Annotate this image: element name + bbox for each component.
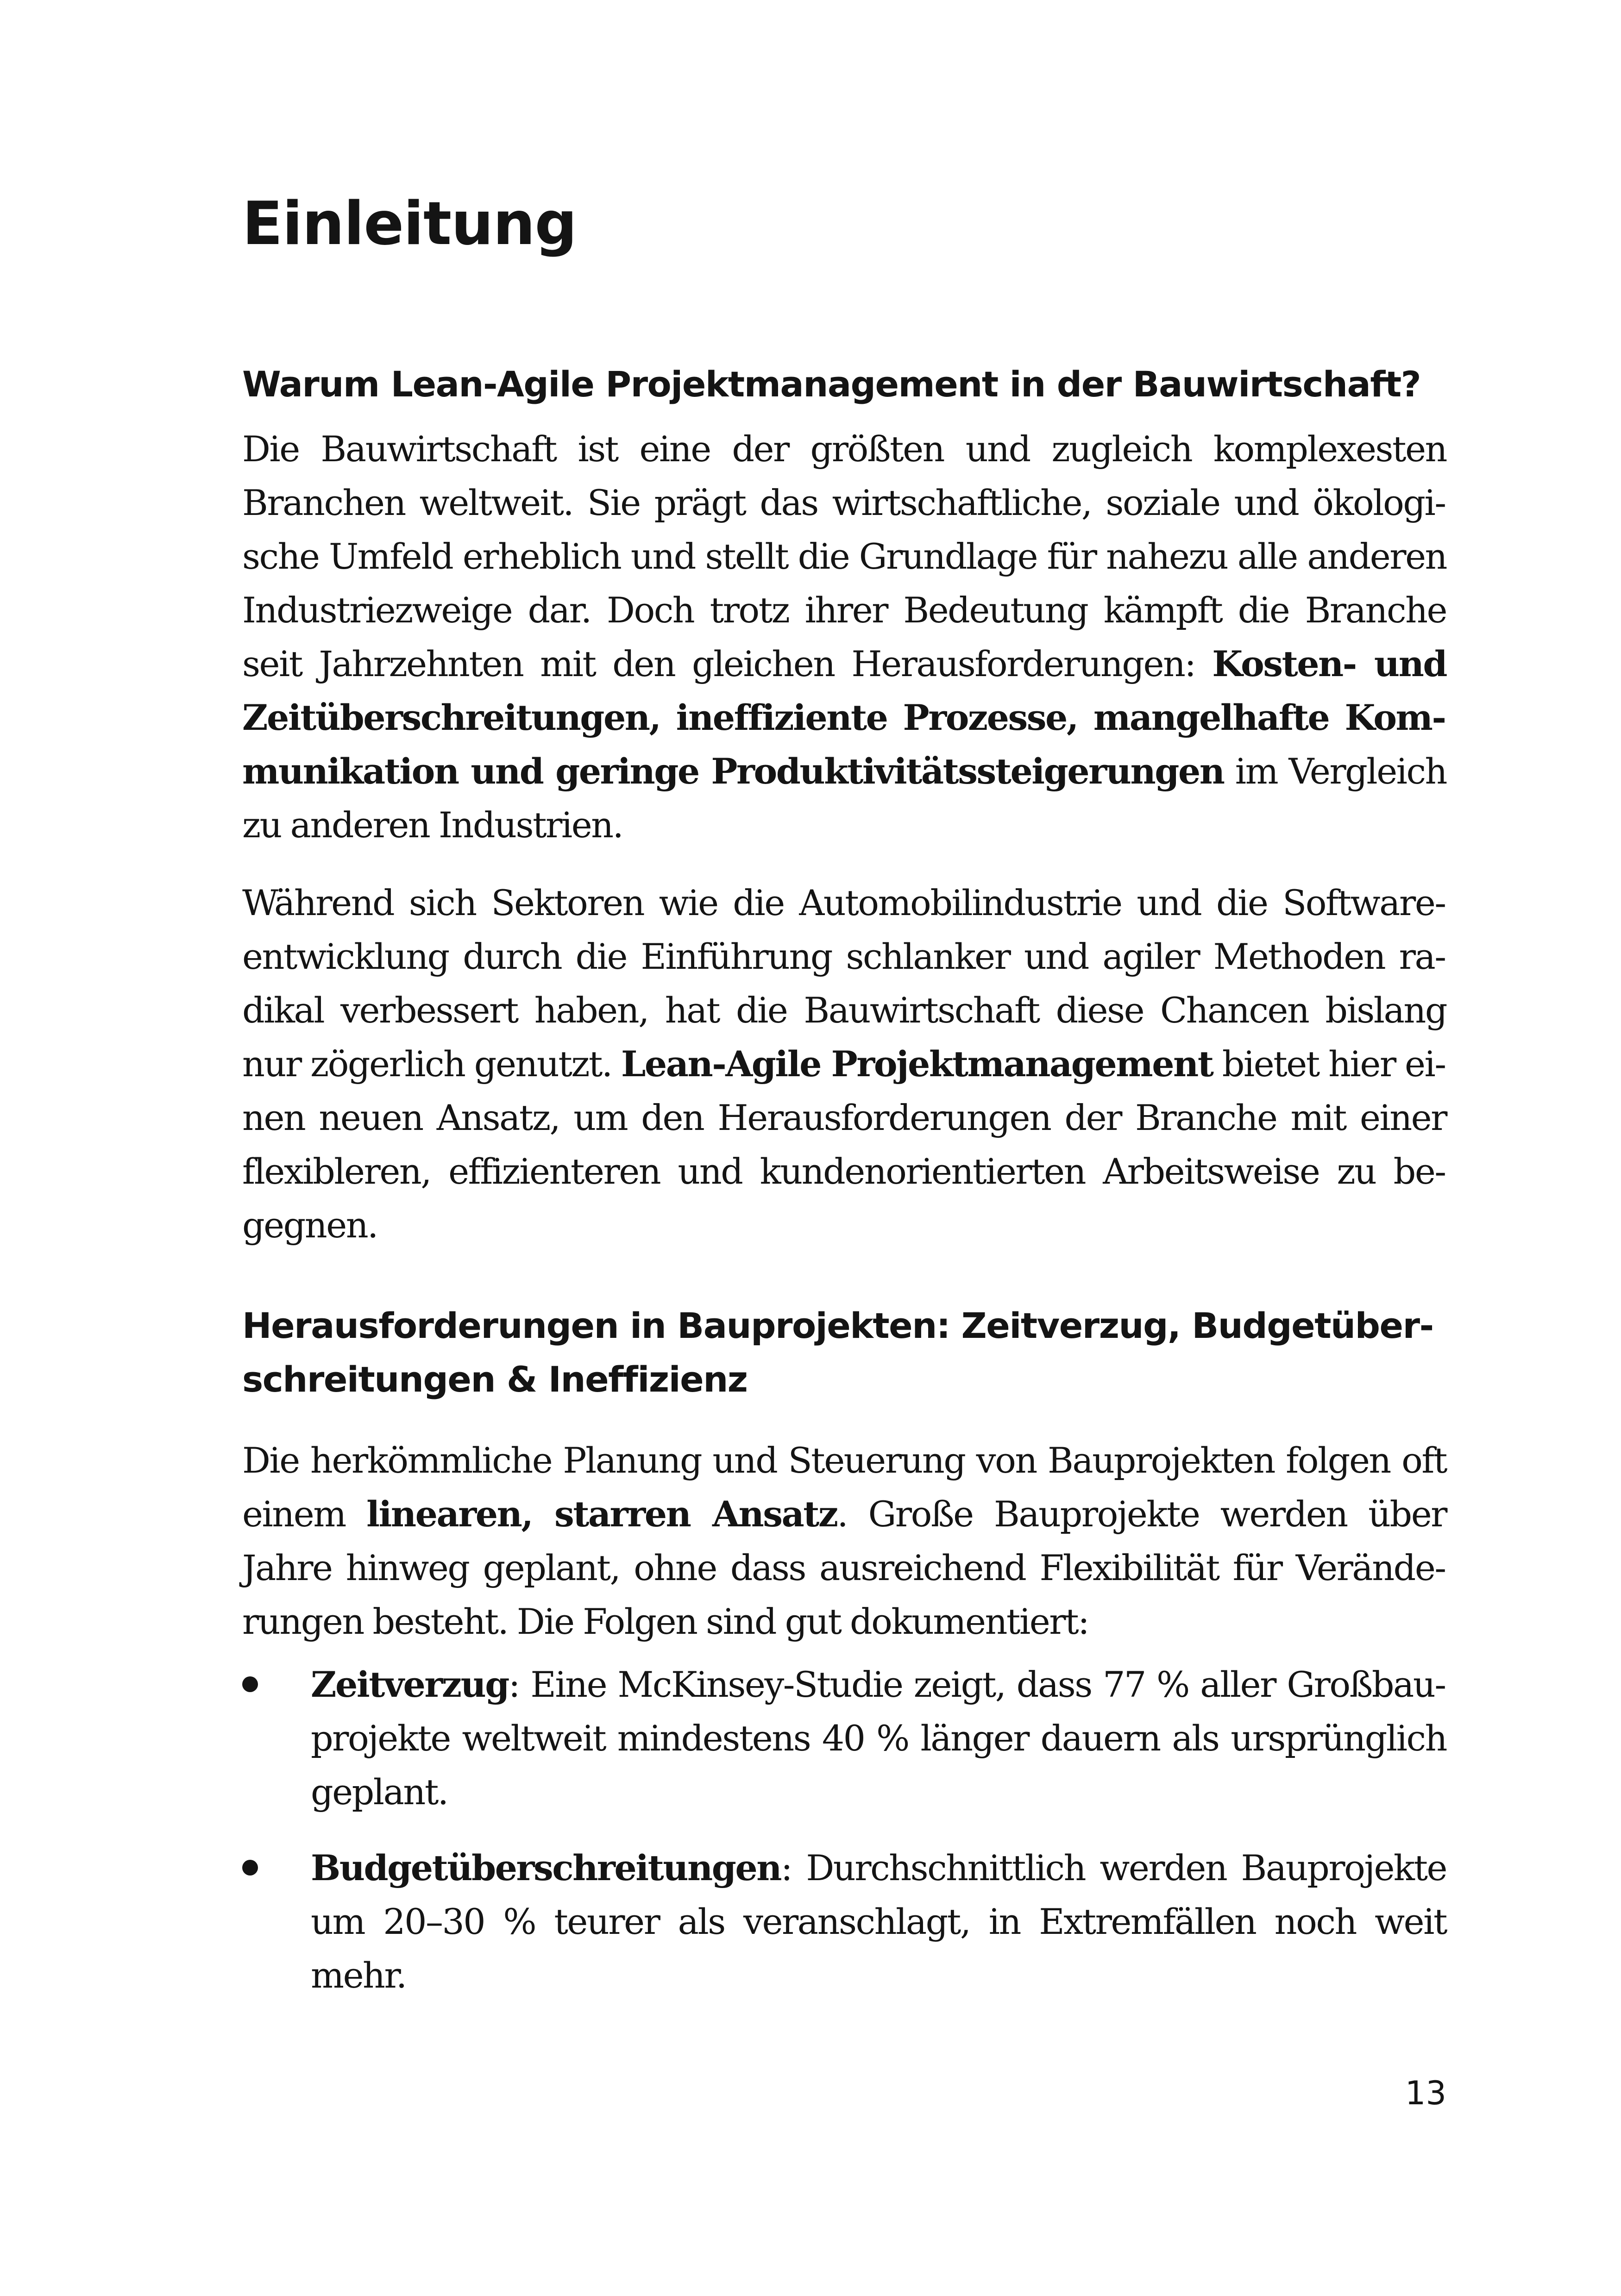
list-item-description: : Eine McKinsey-Studie zeigt, dass 77 % aller Großbauprojekte weltweit mindestens 40 % länger dauern als ursprünglich geplant. <box>311 1664 1446 1813</box>
heading-line: schreitungen & Ineffizienz <box>242 1359 748 1400</box>
page-number: 13 <box>1405 2074 1446 2112</box>
list-item-text <box>311 1658 1446 1819</box>
bullet-icon <box>242 1860 258 1876</box>
emphasis-text: Lean-Agile Projektmanagement <box>621 1043 1213 1085</box>
paragraph-text: bietet hier einen neuen Ansatz, um den Herausforderungen der Branche mit einer flexibleren, effizienteren und kundenorientierten Arbeitsweise zu begegnen. <box>242 1043 1446 1246</box>
paragraph-text: . Große Bauprojekte werden über Jahre hinweg geplant, ohne dass ausreichend Flexibilität für Veränderungen besteht. Die Folgen sind gut dokumentiert: <box>242 1493 1447 1642</box>
list-item-text <box>311 1841 1446 2002</box>
bullet-icon <box>242 1676 258 1692</box>
section-heading-why-lean-agile: Warum Lean-Agile Projektmanagement in der Bauwirtschaft? <box>242 364 1421 405</box>
list-item-description: : Durchschnittlich werden Bauprojekte um 20–30 % teurer als veranschlagt, in Extremfällen noch weit mehr. <box>311 1847 1446 1996</box>
paragraph-text: Die Bauwirtschaft ist eine der größten und zugleich komplexesten Branchen weltweit. Sie prägt das wirtschaftliche, soziale und ökologische Umfeld erheblich und stellt die Grundlage für nahezu alle anderen Industriezweige dar. Doch trotz ihrer Bedeutung kämpft die Branche seit Jahrzehnten mit den gleichen Herausforderungen: <box>242 428 1446 684</box>
paragraph-intro <box>242 422 1446 852</box>
chapter-title: Einleitung <box>242 189 577 258</box>
paragraph-other-industries <box>242 876 1446 1252</box>
paragraph-linear-approach <box>242 1434 1446 1649</box>
list-item-term: Budgetüberschreitungen <box>311 1847 781 1888</box>
paragraph-text: Die herkömmliche Planung und Steuerung von Bauprojekten folgen oft einem <box>242 1440 1446 1535</box>
paragraph-text: Während sich Sektoren wie die Automobilindustrie und die Softwareentwicklung durch die Einführung schlanker und agiler Methoden radikal verbessert haben, hat die Bauwirtschaft diese Chancen bislang nur zögerlich genutzt. <box>242 882 1446 1085</box>
list-item-term: Zeitverzug <box>311 1664 509 1705</box>
section-heading-challenges <box>242 1299 1446 1406</box>
emphasis-text: Kosten- und Zeitüberschreitungen, ineffiziente Prozesse, mangelhafte Kommunikation und geringe Produktivitätssteigerungen <box>242 643 1446 792</box>
book-page <box>242 0 1446 2296</box>
emphasis-text: linearen, starren Ansatz <box>366 1493 837 1535</box>
paragraph-text: im Vergleich zu anderen Industrien. <box>242 751 1446 846</box>
heading-line: Herausforderungen in Bauprojekten: Zeitverzug, Budgetüber- <box>242 1305 1433 1346</box>
